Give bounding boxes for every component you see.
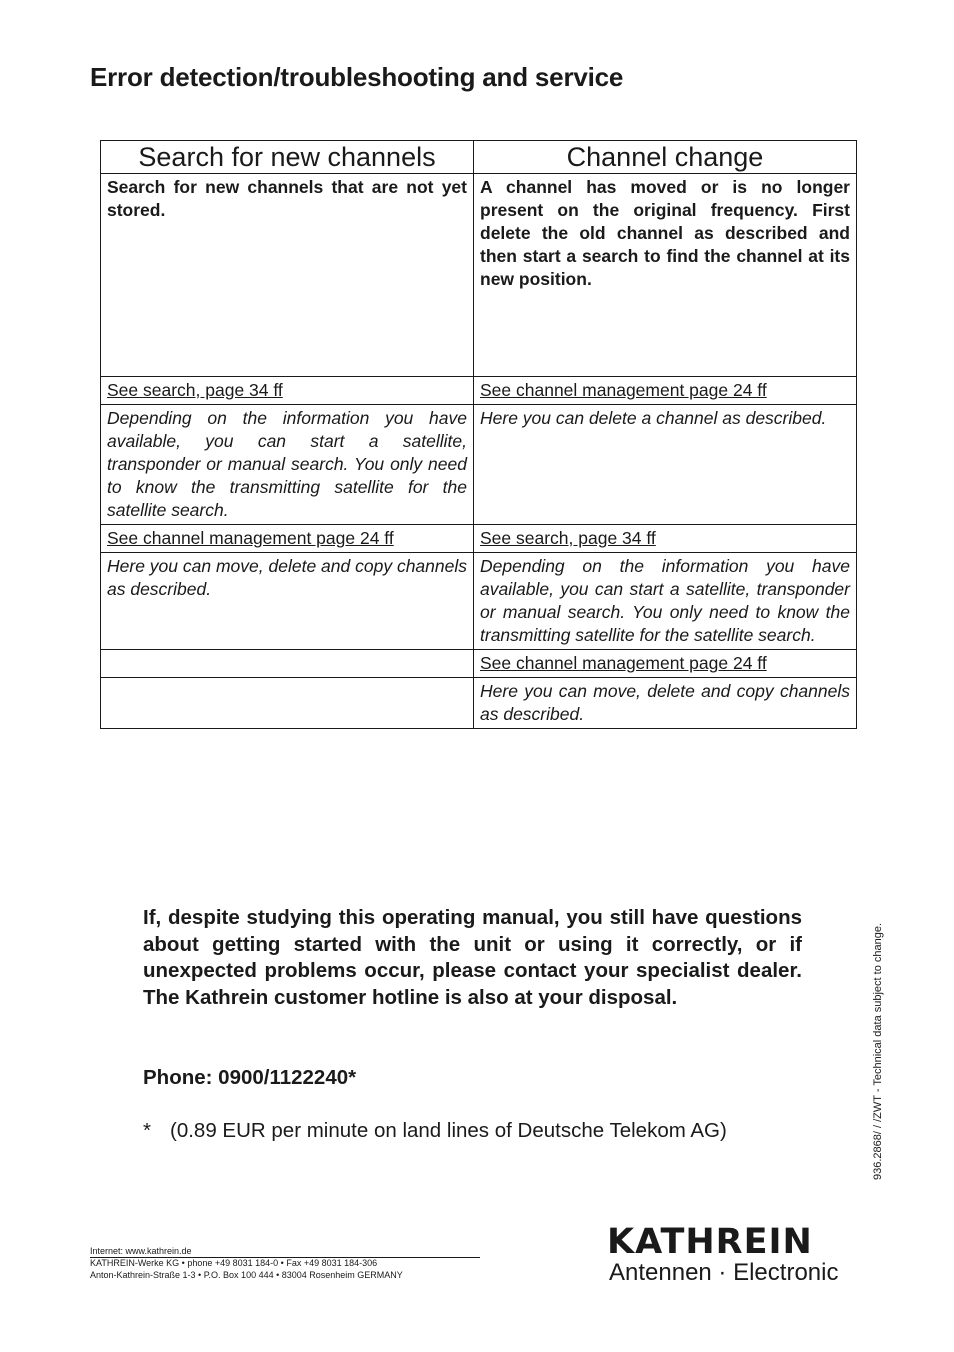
- description-cell: Depending on the information you have available, you can start a satellite, transponder or manual search. You only need to know the transmitting satellite for the satellite search.: [474, 553, 857, 650]
- empty-cell: [101, 650, 474, 678]
- table-row: [101, 678, 857, 729]
- page-reference: See channel management page 24 ff: [474, 650, 857, 678]
- column-header-search: Search for new channels: [101, 141, 474, 174]
- page-title: Error detection/troubleshooting and service: [90, 62, 624, 92]
- table-header-row: [101, 141, 857, 174]
- footnote-text: (0.89 EUR per minute on land lines of Deutsche Telekom AG): [170, 1119, 727, 1142]
- table-row: [101, 174, 857, 377]
- page-reference: See search, page 34 ff: [101, 377, 474, 405]
- problem-cell: A channel has moved or is no longer present on the original frequency. First delete the old channel as described and then start a search to find the channel at its new position.: [474, 174, 857, 377]
- table-row: [101, 553, 857, 650]
- footer-divider: [90, 1257, 480, 1258]
- table-row: [101, 377, 857, 405]
- page-reference: See search, page 34 ff: [474, 525, 857, 553]
- support-paragraph: If, despite studying this operating manual, you still have questions about getting started with the unit or using it correctly, or if unexpected problems occur, please contact your specialist dealer. The Kathrein customer hotline is also at your disposal.: [143, 906, 802, 1009]
- empty-cell: [101, 678, 474, 729]
- footer-address: Anton-Kathrein-Straße 1-3 • P.O. Box 100 444 • 83004 Rosenheim GERMANY: [90, 1270, 403, 1280]
- footnote: [143, 1119, 727, 1143]
- page-reference: See channel management page 24 ff: [474, 377, 857, 405]
- table-row: [101, 650, 857, 678]
- footnote-mark: *: [143, 1119, 151, 1142]
- table-row: [101, 525, 857, 553]
- description-cell: Here you can delete a channel as described.: [474, 405, 857, 525]
- page-reference: See channel management page 24 ff: [101, 525, 474, 553]
- problem-cell: Search for new channels that are not yet stored.: [101, 174, 474, 377]
- description-cell: Here you can move, delete and copy channels as described.: [101, 553, 474, 650]
- description-cell: Depending on the information you have available, you can start a satellite, transponder or manual search. You only need to know the transmitting satellite for the satellite search.: [101, 405, 474, 525]
- logo-tagline: Antennen · Electronic: [609, 1259, 839, 1286]
- troubleshooting-table: [100, 140, 857, 729]
- footer-company: KATHREIN-Werke KG • phone +49 8031 184-0 • Fax +49 8031 184-306: [90, 1258, 378, 1268]
- footer-contact: [90, 1245, 403, 1281]
- table-row: [101, 405, 857, 525]
- column-header-change: Channel change: [474, 141, 857, 174]
- kathrein-logo: KATHREIN: [607, 1222, 813, 1262]
- footer-internet: Internet: www.kathrein.de: [90, 1246, 192, 1256]
- description-cell: Here you can move, delete and copy channels as described.: [474, 678, 857, 729]
- document-reference-note: 936.2868/ / /ZWT - Technical data subject to change.: [872, 922, 884, 1180]
- hotline-phone: Phone: 0900/1122240*: [143, 1066, 357, 1089]
